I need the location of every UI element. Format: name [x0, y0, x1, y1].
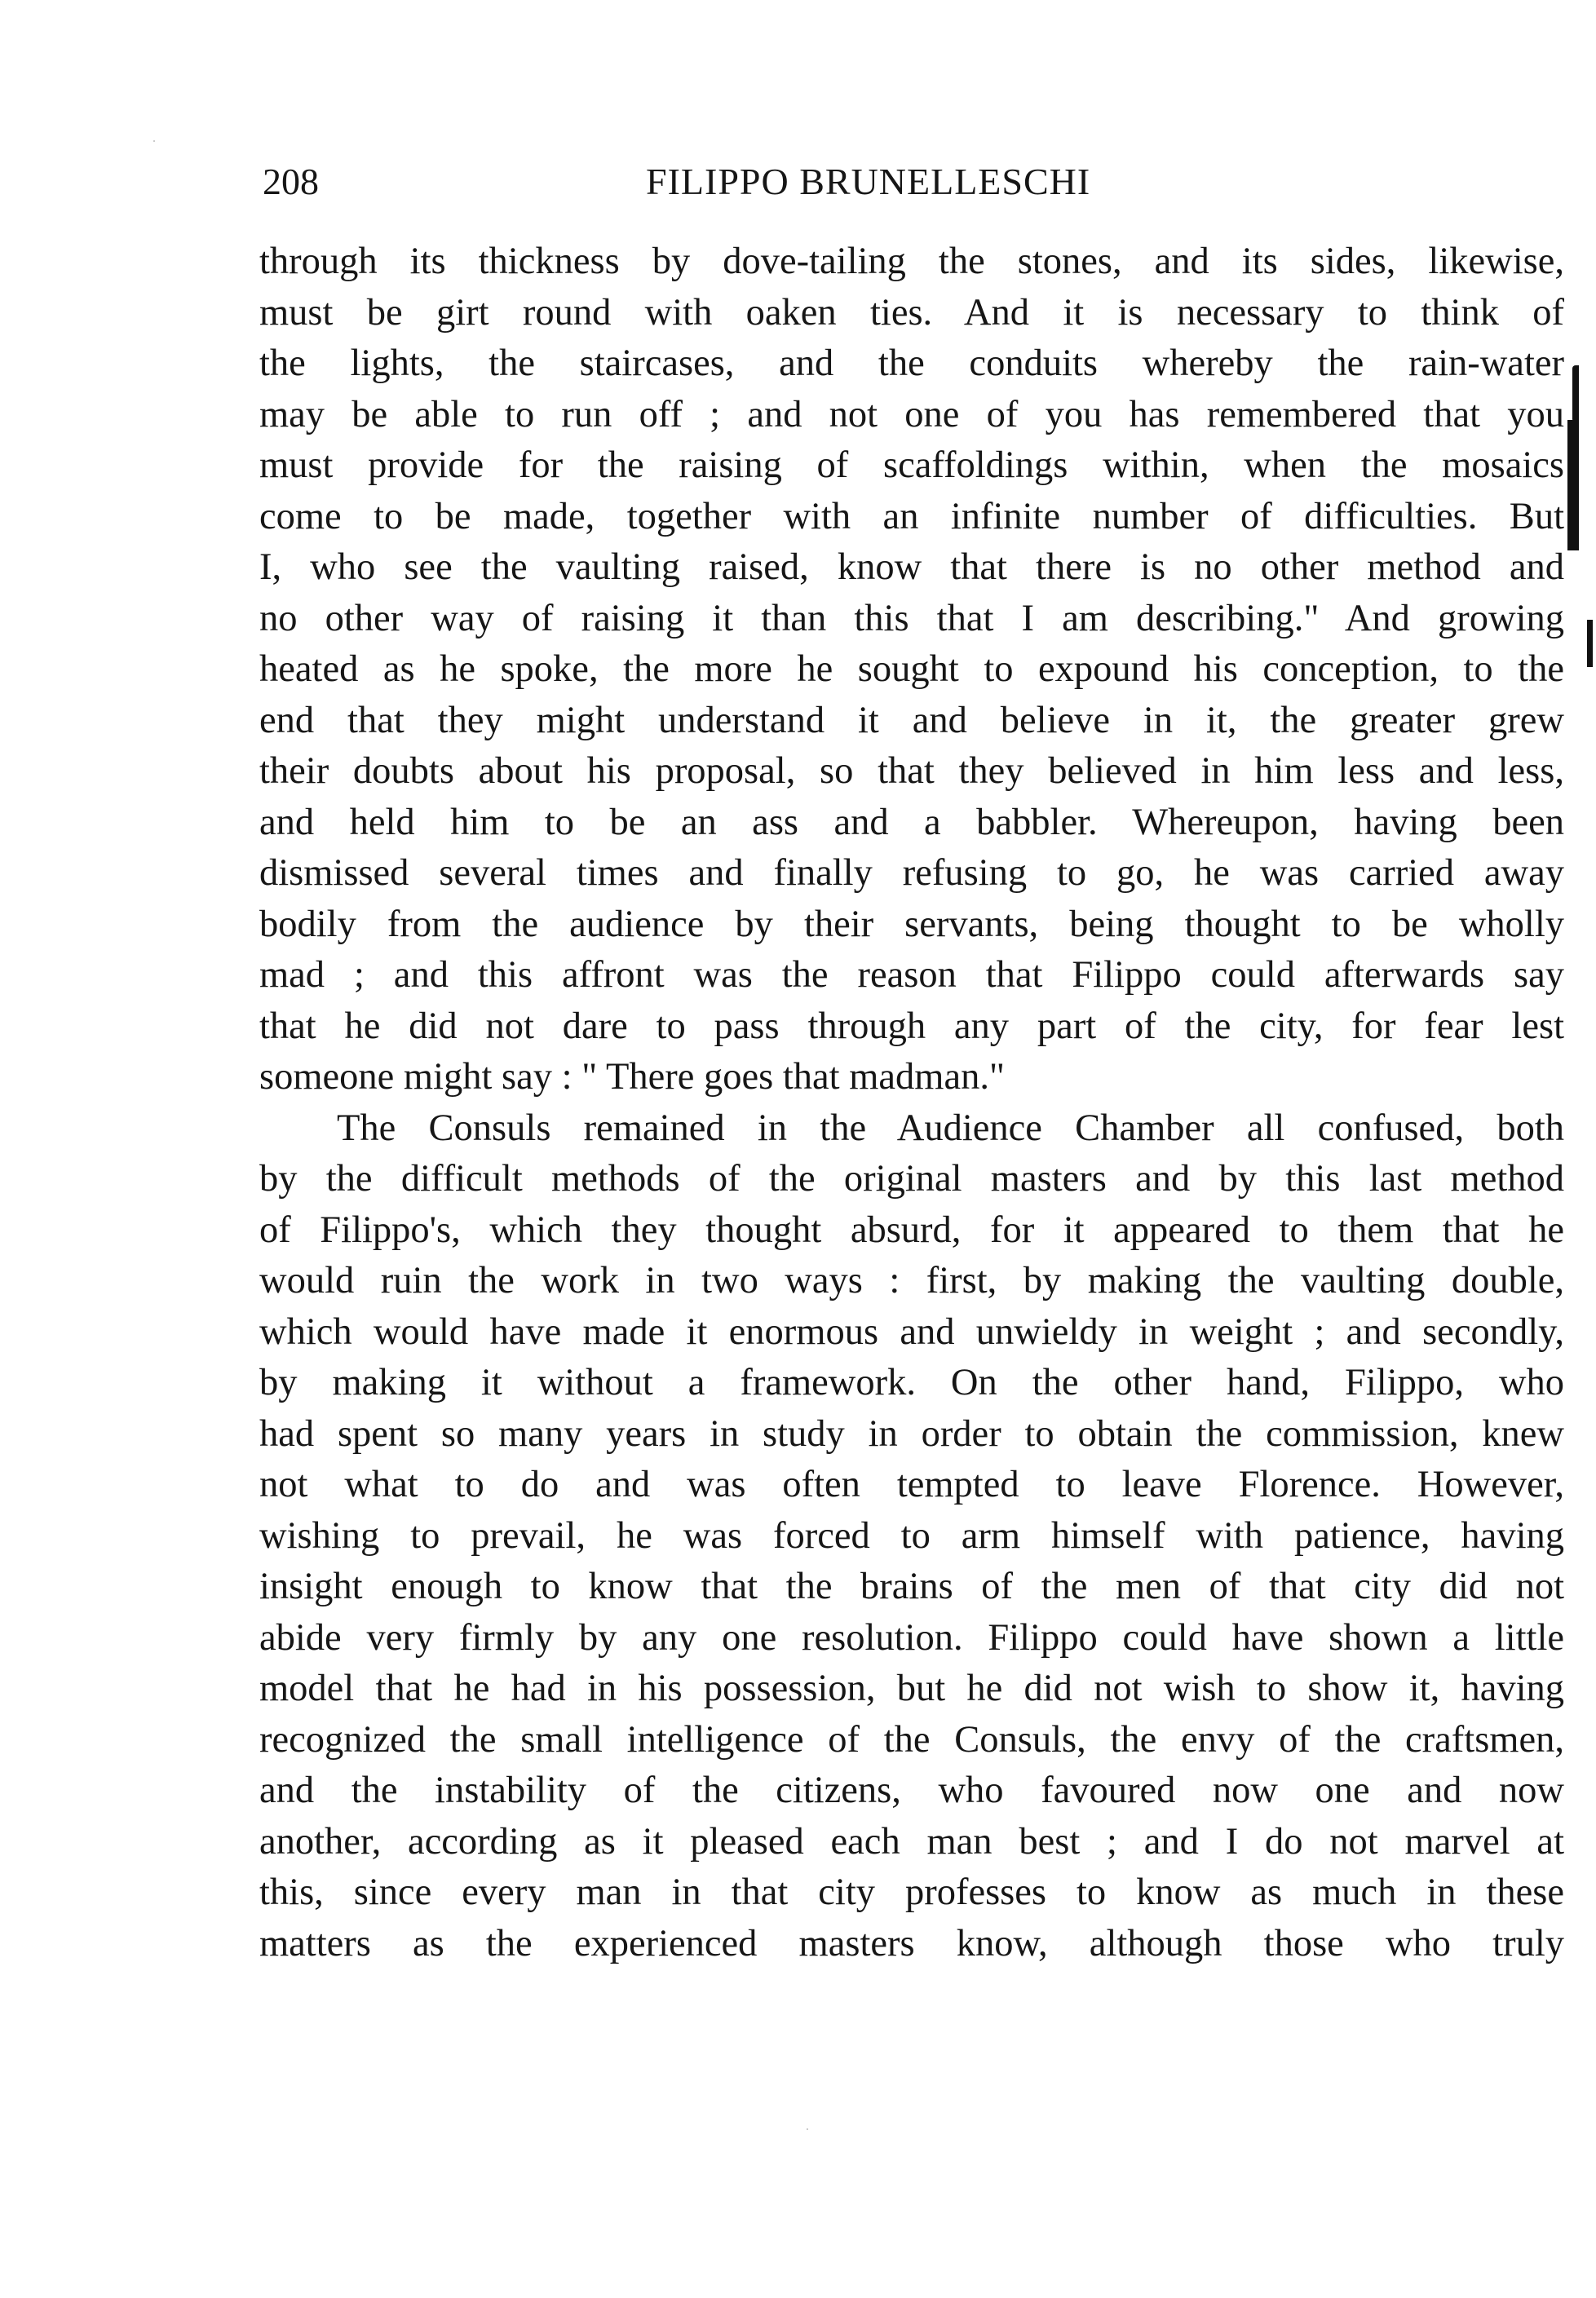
scan-speck — [153, 140, 155, 142]
scan-edge-mark — [1567, 420, 1579, 550]
text-line: by the difficult methods of the original masters and by this last method — [259, 1158, 1564, 1200]
text-line: through its thickness by dove-tailing the stones, and its sides, likewise, — [259, 241, 1564, 282]
text-line: by making it without a framework. On the other hand, Filippo, who — [259, 1362, 1564, 1403]
paragraph-2 — [259, 1103, 1564, 1970]
text-line: recognized the small intelligence of the Consuls, the envy of the craftsmen, — [259, 1718, 1564, 1761]
page-header — [263, 153, 1567, 210]
text-line: wishing to prevail, he was forced to arm himself with patience, having — [259, 1514, 1564, 1557]
scan-edge-mark — [1572, 365, 1579, 422]
running-title: FILIPPO BRUNELLESCHI — [646, 161, 1091, 202]
text-line: and the instability of the citizens, who favoured now one and now — [259, 1770, 1564, 1811]
scan-speck — [807, 2128, 808, 2130]
text-line: insight enough to know that the brains of the men of that city did not — [259, 1566, 1564, 1607]
page-number: 208 — [263, 161, 319, 202]
text-line: may be able to run off ; and not one of you has remembered that you — [259, 393, 1564, 435]
text-line: model that he had in his possession, but he did not wish to show it, having — [259, 1668, 1564, 1709]
text-line: must provide for the raising of scaffoldings within, when the mosaics — [259, 444, 1564, 486]
text-line: another, according as it pleased each man best ; and I do not marvel at — [259, 1820, 1564, 1863]
text-line: had spent so many years in study in order to obtain the commission, knew — [259, 1412, 1564, 1455]
text-line: no other way of raising it than this that I am describing." And growing — [259, 597, 1564, 639]
text-line: which would have made it enormous and unwieldy in weight ; and secondly, — [259, 1310, 1564, 1353]
text-line: bodily from the audience by their servants, being thought to be wholly — [259, 903, 1564, 945]
text-line: must be girt round with oaken ties. And it is necessary to think of — [259, 291, 1564, 334]
text-line: matters as the experienced masters know, although those who truly — [259, 1922, 1564, 1964]
paragraph-1 — [259, 236, 1564, 1103]
text-line: of Filippo's, which they thought absurd, for it appeared to them that he — [259, 1209, 1564, 1251]
text-line: this, since every man in that city professes to know as much in these — [259, 1872, 1564, 1913]
text-line: would ruin the work in two ways : first, by making the vaulting double, — [259, 1260, 1564, 1301]
text-line: that he did not dare to pass through any part of the city, for fear lest — [259, 1005, 1564, 1047]
text-line: heated as he spoke, the more he sought to expound his conception, to the — [259, 648, 1564, 690]
body-text — [259, 236, 1564, 1969]
text-line: end that they might understand it and believe in it, the greater grew — [259, 699, 1564, 741]
text-line: not what to do and was often tempted to leave Florence. However, — [259, 1464, 1564, 1505]
text-line: abide very firmly by any one resolution. Filippo could have shown a little — [259, 1616, 1564, 1659]
text-line: someone might say : " There goes that madman." — [259, 1056, 1005, 1098]
text-line: I, who see the vaulting raised, know that there is no other method and — [259, 546, 1564, 588]
text-line: dismissed several times and finally refusing to go, he was carried away — [259, 852, 1564, 894]
text-line: come to be made, together with an infinite number of difficulties. But — [259, 495, 1564, 537]
text-line: the lights, the staircases, and the conduits whereby the rain-water — [259, 342, 1564, 384]
text-line: their doubts about his proposal, so that they believed in him less and less, — [259, 750, 1564, 792]
text-line: and held him to be an ass and a babbler. Whereupon, having been — [259, 801, 1564, 843]
text-line: The Consuls remained in the Audience Chamber all confused, both — [337, 1107, 1564, 1149]
scan-edge-mark — [1587, 620, 1593, 667]
text-line: mad ; and this affront was the reason that Filippo could afterwards say — [259, 954, 1564, 996]
